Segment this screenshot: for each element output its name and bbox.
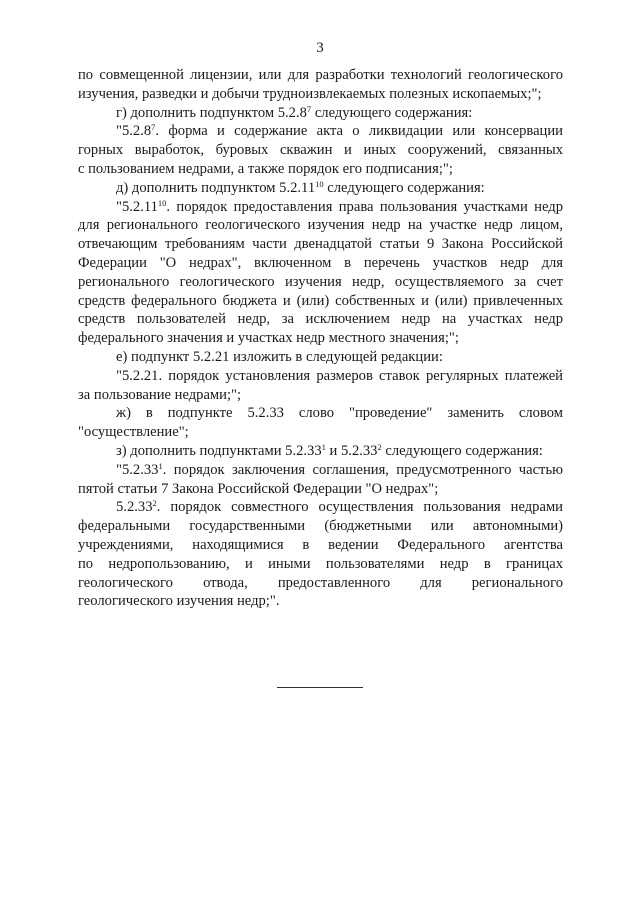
document-body bbox=[78, 66, 563, 611]
text-line bbox=[78, 198, 563, 217]
text-line bbox=[78, 310, 563, 329]
superscript: 7 bbox=[306, 103, 312, 114]
text-span: и 5.2.33 bbox=[325, 442, 378, 459]
text-span: средств федерального бюджета и (или) собственных и (или) привлеченных bbox=[78, 292, 563, 309]
text-span: по недропользованию, и иными пользователями недр в границах bbox=[78, 555, 563, 572]
text-line bbox=[78, 536, 563, 555]
text-line bbox=[78, 104, 563, 123]
text-line bbox=[78, 179, 563, 198]
text-span: регионального геологического изучения недр, осуществляемого за счет bbox=[78, 273, 563, 290]
text-line bbox=[78, 404, 563, 423]
text-line bbox=[78, 329, 563, 348]
text-span: "5.2.8 bbox=[116, 123, 152, 140]
text-span: для регионального геологического изучения недр на участке недр лицом, bbox=[78, 217, 563, 234]
text-span: е) подпункт 5.2.21 изложить в следующей редакции: bbox=[116, 348, 443, 365]
text-span: пятой статьи 7 Закона Российской Федерации "О недрах"; bbox=[78, 480, 439, 497]
text-span: отвечающим требованиям части двенадцатой статьи 9 Закона Российской bbox=[78, 236, 563, 253]
superscript: 2 bbox=[152, 498, 157, 509]
text-span: Федерации "О недрах", включенном в перечень участков недр для bbox=[78, 254, 563, 271]
text-span: г) дополнить подпунктом 5.2.8 bbox=[116, 104, 307, 121]
text-span: по совмещенной лицензии, или для разработки технологий геологического bbox=[78, 67, 563, 83]
page-number: 3 bbox=[316, 40, 324, 56]
text-line bbox=[78, 442, 563, 461]
text-line bbox=[78, 254, 563, 273]
superscript: 7 bbox=[151, 122, 156, 133]
text-span: средств пользователей недр, за исключением недр на участках недр bbox=[78, 311, 563, 328]
text-line bbox=[78, 461, 563, 480]
text-span: "5.2.33 bbox=[116, 461, 159, 478]
text-span: за пользование недрами;"; bbox=[78, 386, 242, 403]
superscript: 10 bbox=[315, 178, 324, 189]
text-span: "5.2.21. порядок установления размеров ставок регулярных платежей bbox=[116, 367, 563, 384]
text-line bbox=[78, 85, 563, 104]
text-line bbox=[78, 592, 563, 611]
text-span: с пользованием недрами, а также порядок его подписания;"; bbox=[78, 160, 453, 177]
text-line bbox=[78, 292, 563, 311]
text-span: федерального значения и участках недр местного значения;"; bbox=[78, 330, 459, 347]
text-span: геологического отвода, предоставленного для регионального bbox=[78, 574, 563, 591]
superscript: 2 bbox=[377, 441, 382, 452]
text-span: д) дополнить подпунктом 5.2.11 bbox=[116, 179, 316, 196]
text-span: 5.2.33 bbox=[116, 499, 153, 516]
text-line bbox=[78, 273, 563, 292]
text-line bbox=[78, 555, 563, 574]
text-span: "5.2.11 bbox=[116, 198, 158, 215]
text-span: . форма и содержание акта о ликвидации или консервации bbox=[155, 123, 563, 140]
text-line bbox=[78, 480, 563, 499]
text-span: геологического изучения недр;". bbox=[78, 593, 280, 610]
text-line bbox=[78, 216, 563, 235]
text-span: изучения, разведки и добычи трудноизвлекаемых полезных ископаемых;"; bbox=[78, 85, 542, 102]
text-span: следующего содержания: bbox=[323, 179, 485, 196]
text-span: з) дополнить подпунктами 5.2.33 bbox=[116, 442, 322, 459]
text-line bbox=[78, 235, 563, 254]
text-line bbox=[78, 574, 563, 593]
superscript: 1 bbox=[321, 441, 326, 452]
text-span: . порядок предоставления права пользования участками недр bbox=[166, 198, 563, 215]
text-span: . порядок заключения соглашения, предусмотренного частью bbox=[162, 461, 563, 478]
text-line bbox=[78, 423, 563, 442]
end-rule bbox=[277, 687, 363, 688]
text-span: ж) в подпункте 5.2.33 слово "проведение" заменить словом bbox=[116, 405, 563, 422]
text-span: "осуществление"; bbox=[78, 424, 189, 441]
text-line bbox=[78, 386, 563, 405]
text-line bbox=[78, 517, 563, 536]
text-line bbox=[78, 160, 563, 179]
text-span: следующего содержания: bbox=[311, 104, 473, 121]
text-span: федеральными государственными (бюджетными или автономными) bbox=[78, 518, 563, 535]
text-span: горных выработок, буровых скважин и иных сооружений, связанных bbox=[78, 142, 563, 159]
text-span: . порядок совместного осуществления пользования недрами bbox=[156, 499, 563, 516]
text-line bbox=[78, 141, 563, 160]
text-line bbox=[78, 348, 563, 367]
text-span: следующего содержания: bbox=[381, 442, 543, 459]
superscript: 10 bbox=[157, 197, 167, 208]
text-span: учреждениями, находящимися в ведении Федерального агентства bbox=[78, 536, 563, 553]
superscript: 1 bbox=[158, 460, 163, 471]
text-line bbox=[78, 122, 563, 141]
text-line bbox=[78, 367, 563, 386]
text-line bbox=[78, 498, 563, 517]
text-line bbox=[78, 66, 563, 85]
